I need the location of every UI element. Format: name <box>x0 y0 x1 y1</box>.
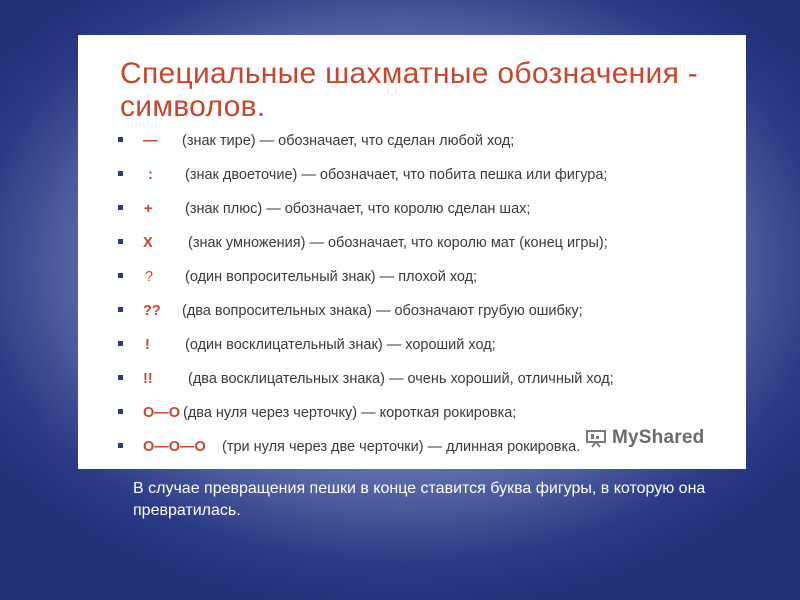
list-item <box>114 267 734 301</box>
bullet-icon <box>118 341 123 346</box>
list-item <box>114 131 734 165</box>
slide-title: Специальные шахматные обозначения - символов. <box>120 57 699 123</box>
footer-note: В случае превращения пешки в конце ставится буква фигуры, в которую она превратилась. <box>133 480 706 519</box>
notation-symbol: + <box>144 201 153 217</box>
bullet-icon <box>118 409 123 414</box>
bullet-icon <box>118 171 123 176</box>
list-item <box>114 369 734 403</box>
watermark-text: MyShared <box>612 427 705 448</box>
notation-symbol: Х <box>143 235 153 251</box>
notation-description: (знак тире) — обозначает, что сделан любой ход; <box>182 133 515 149</box>
bullet-icon <box>118 239 123 244</box>
notation-symbol: : <box>148 167 153 183</box>
notation-symbol: ? <box>145 269 154 285</box>
notation-description: (два нуля через черточку) — короткая рокировка; <box>183 405 517 421</box>
list-item <box>114 165 734 199</box>
bullet-icon <box>118 307 123 312</box>
notation-description: (знак умножения) — обозначает, что королю мат (конец игры); <box>188 235 608 251</box>
list-item <box>114 233 734 267</box>
list-item <box>114 301 734 335</box>
notation-description: (три нуля через две черточки) — длинная рокировка. <box>222 439 581 455</box>
notation-symbol: О—О—О <box>143 439 206 455</box>
notation-description: (один восклицательный знак) — хороший ход; <box>185 337 496 353</box>
notation-description: (один вопросительный знак) — плохой ход; <box>185 269 478 285</box>
notation-symbol: — <box>143 133 158 149</box>
watermark <box>586 425 704 451</box>
bullet-icon <box>118 205 123 210</box>
notation-description: (знак плюс) — обозначает, что королю сделан шах; <box>185 201 531 217</box>
content-panel <box>78 35 746 469</box>
list-item <box>114 335 734 369</box>
notation-symbol: ! <box>145 337 150 353</box>
list-item <box>114 199 734 233</box>
presentation-icon <box>586 428 606 448</box>
notation-symbol: !! <box>143 371 153 387</box>
notation-list <box>114 131 734 471</box>
notation-description: (знак двоеточие) — обозначает, что побита пешка или фигура; <box>185 167 608 183</box>
notation-symbol: ?? <box>143 303 161 319</box>
notation-symbol: О—О <box>143 405 181 421</box>
notation-description: (два восклицательных знака) — очень хороший, отличный ход; <box>188 371 614 387</box>
bullet-icon <box>118 137 123 142</box>
notation-description: (два вопросительных знака) — обозначают грубую ошибку; <box>182 303 583 319</box>
bullet-icon <box>118 443 123 448</box>
bullet-icon <box>118 273 123 278</box>
bullet-icon <box>118 375 123 380</box>
